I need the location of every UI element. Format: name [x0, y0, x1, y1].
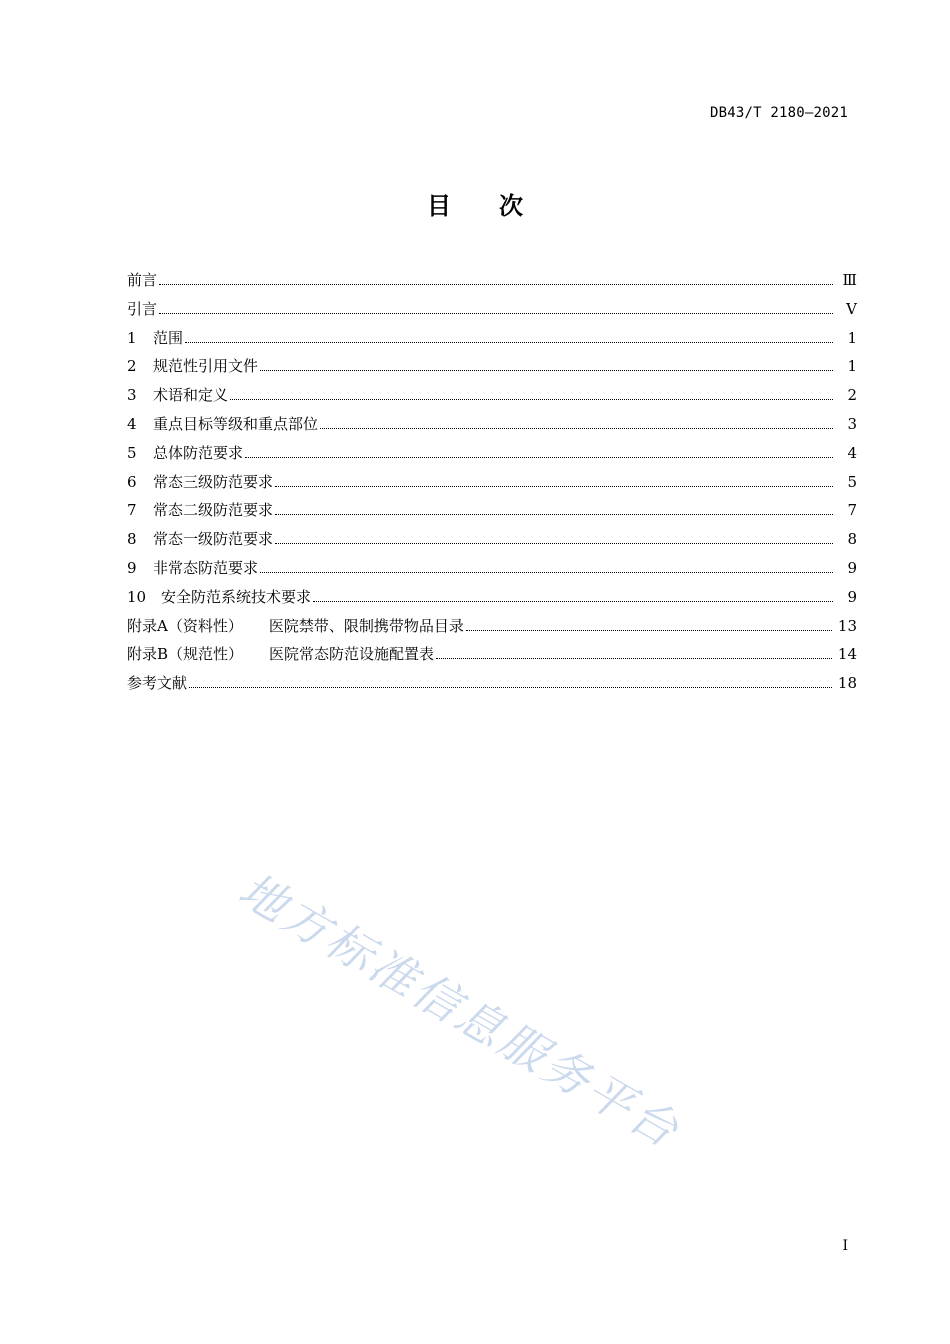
toc-section-number: 9 [127, 558, 137, 577]
toc-leader-dots [275, 486, 833, 487]
toc-leader-dots [320, 428, 833, 429]
toc-page-number: 9 [847, 558, 857, 577]
toc-page-number: Ⅴ [846, 299, 857, 318]
toc-label: 非常态防范要求 [153, 558, 259, 577]
toc-page-number: 1 [847, 328, 857, 347]
toc-label: 常态二级防范要求 [153, 501, 274, 520]
toc-leader-dots [275, 543, 833, 544]
toc-page-number: 2 [847, 386, 857, 405]
toc-entry-1[interactable] [127, 324, 857, 353]
toc-page-number: 3 [847, 414, 857, 433]
toc-section-number: 7 [127, 501, 137, 520]
toc-page-number: 14 [837, 645, 857, 664]
toc-entry-introduction[interactable] [127, 295, 857, 324]
toc-entry-references[interactable] [127, 669, 857, 698]
toc-appendix-title: 医院常态防范设施配置表 [269, 645, 435, 664]
toc-entry-4[interactable] [127, 410, 857, 439]
toc-label: 常态一级防范要求 [153, 530, 274, 549]
toc-label: 安全防范系统技术要求 [161, 587, 312, 606]
toc-entry-9[interactable] [127, 554, 857, 583]
standard-code: DB43/T 2180—2021 [709, 105, 848, 121]
toc-label: 常态三级防范要求 [153, 472, 274, 491]
toc-entry-10[interactable] [127, 583, 857, 612]
toc-leader-dots [436, 658, 832, 659]
toc-leader-dots [313, 601, 833, 602]
toc-page-number: Ⅲ [842, 271, 857, 289]
toc-entry-appendix-b[interactable] [127, 640, 857, 669]
toc-page-number: 13 [837, 616, 857, 635]
toc-label: 参考文献 [127, 674, 188, 693]
toc-leader-dots [275, 514, 833, 515]
toc-label: 总体防范要求 [153, 443, 244, 462]
toc-leader-dots [230, 399, 833, 400]
toc-section-number: 5 [127, 443, 137, 462]
toc-section-number: 8 [127, 530, 137, 549]
toc-label: 引言 [127, 299, 158, 318]
table-of-contents [127, 266, 857, 698]
toc-section-number: 10 [127, 587, 147, 606]
toc-section-number: 3 [127, 386, 137, 405]
toc-entry-2[interactable] [127, 352, 857, 381]
toc-leader-dots [159, 313, 833, 314]
toc-entry-6[interactable] [127, 468, 857, 497]
toc-label: 术语和定义 [153, 386, 229, 405]
toc-section-number: 1 [127, 328, 137, 347]
toc-leader-dots [260, 572, 833, 573]
toc-leader-dots [189, 687, 832, 688]
page-number: I [842, 1238, 848, 1254]
toc-appendix-title: 医院禁带、限制携带物品目录 [268, 616, 464, 635]
toc-leader-dots [466, 630, 832, 631]
toc-section-number: 6 [127, 472, 137, 491]
toc-label: 附录A（资料性） [127, 616, 243, 635]
toc-entry-3[interactable] [127, 381, 857, 410]
toc-entry-7[interactable] [127, 496, 857, 525]
toc-entry-appendix-a[interactable] [127, 612, 857, 641]
toc-leader-dots [185, 342, 833, 343]
toc-label: 重点目标等级和重点部位 [153, 414, 319, 433]
toc-label: 规范性引用文件 [153, 357, 259, 376]
toc-label: 附录B（规范性） [127, 645, 244, 664]
toc-entry-foreword[interactable] [127, 266, 857, 295]
toc-leader-dots [159, 284, 833, 285]
toc-section-number: 2 [127, 357, 137, 376]
toc-page-number: 8 [847, 530, 857, 549]
watermark-text: 地方标准信息服务平台 [230, 862, 691, 1159]
toc-entry-5[interactable] [127, 439, 857, 468]
toc-page-number: 9 [847, 587, 857, 606]
toc-label: 范围 [153, 328, 184, 347]
toc-entry-8[interactable] [127, 525, 857, 554]
toc-page-number: 1 [847, 357, 857, 376]
toc-page-number: 18 [837, 674, 857, 693]
toc-page-number: 4 [847, 443, 857, 462]
page-title: 目次 [427, 192, 571, 220]
toc-page-number: 5 [847, 472, 857, 491]
toc-leader-dots [260, 370, 833, 371]
toc-label: 前言 [127, 271, 158, 289]
toc-page-number: 7 [847, 501, 857, 520]
toc-leader-dots [245, 457, 833, 458]
toc-section-number: 4 [127, 414, 137, 433]
